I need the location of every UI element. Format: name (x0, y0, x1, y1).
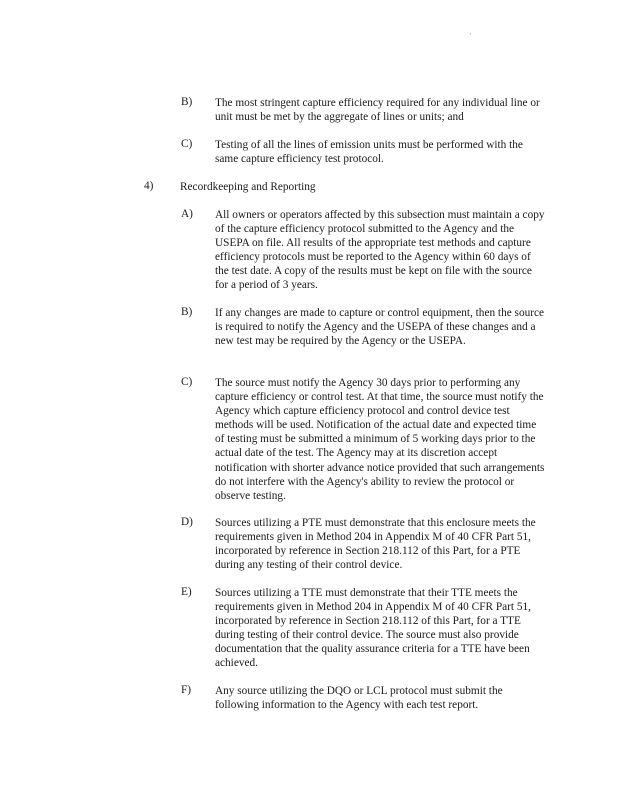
section-label: B) (181, 306, 193, 318)
section-label: 4) (144, 180, 154, 192)
section-label: A) (181, 208, 193, 220)
section-heading-text: Recordkeeping and Reporting (180, 181, 316, 193)
section-text: Testing of all the lines of emission units must be performed with the same capture efficiency test protocol. (215, 139, 523, 166)
section-text: Sources utilizing a PTE must demonstrate that this enclosure meets the requirements given in Method 204 in Appendix M of 40 CFR Part 51, incorporated by reference in Section 218.112 of this Part, for a PTE during any testing of their control device. (215, 517, 536, 572)
corner-mark: · (469, 30, 472, 39)
section-text: Any source utilizing the DQO or LCL protocol must submit the following information to the Agency with each test report. (215, 685, 503, 712)
section-label: F) (181, 684, 192, 696)
section-text: The most stringent capture efficiency required for any individual line or unit must be met by the aggregate of lines or units; and (215, 97, 540, 124)
section-label: C) (181, 138, 193, 150)
section-text: All owners or operators affected by this subsection must maintain a copy of the capture efficiency protocol submitted to the Agency and the USEPA on file. All results of the appropriate test methods and capture efficiency protocols must be reported to the Agency within 60 days of the test date. A copy of the results must be kept on file with the source for a period of 3 years. (215, 209, 545, 292)
section-text: Sources utilizing a TTE must demonstrate that their TTE meets the requirements given in Method 204 in Appendix M of 40 CFR Part 51, incorporated by reference in Section 218.112 of this Part, for a TTE during testing of their control device. The source must also provide documentation that the quality assurance criteria for a TTE have been achieved. (215, 587, 531, 670)
section-label: E) (181, 586, 192, 598)
section-label: D) (181, 516, 193, 528)
section-text: The source must notify the Agency 30 days prior to performing any capture efficiency or control test. At that time, the source must notify the Agency which capture efficiency protocol and control device test methods will be used. Notification of the actual date and expected time of testing must be submitted a minimum of 5 working days prior to the actual date of the test. The Agency may at its discretion accept notification with shorter advance notice provided that such arrangements do not interfere with the Agency's ability to review the protocol or observe testing. (215, 377, 545, 502)
section-label: B) (181, 96, 193, 108)
section-label: C) (181, 376, 193, 388)
section-text: If any changes are made to capture or control equipment, then the source is required to notify the Agency and the USEPA of these changes and a new test may be required by the Agency or the USEPA. (215, 307, 545, 348)
